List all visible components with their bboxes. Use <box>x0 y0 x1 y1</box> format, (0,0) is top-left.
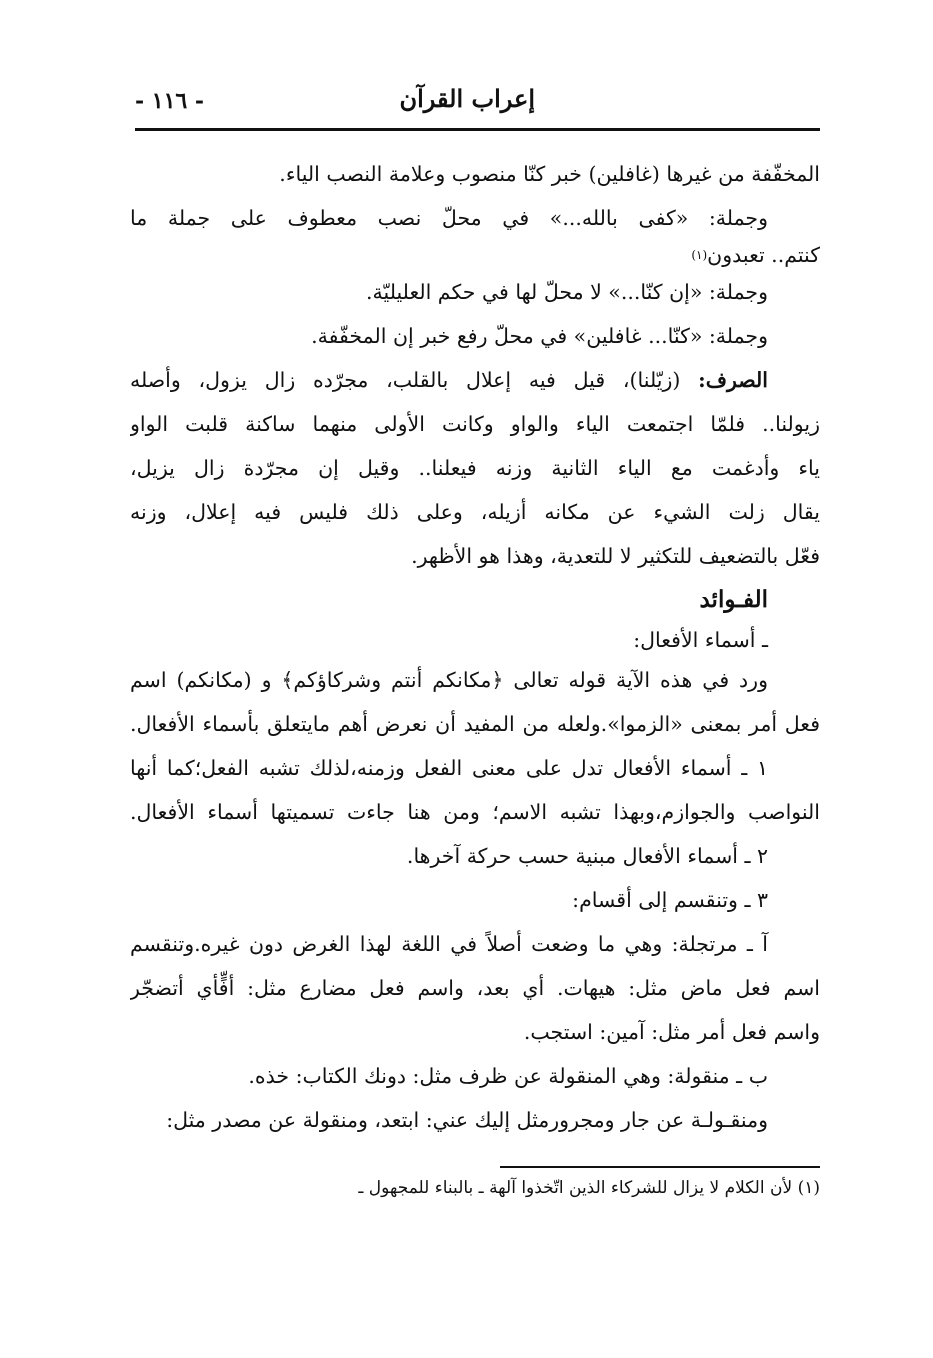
page-number: - ١١٦ - <box>135 88 205 114</box>
paragraph-line: ورد في هذه الآية قوله تعالى ﴿مكانكم أنتم وشركاؤكم﴾ و (مكانكم) اسم <box>130 668 768 692</box>
header-rule <box>135 128 820 131</box>
paragraph-line: ٣ ـ وتنقسم إلى أقسام: <box>572 888 768 912</box>
subsection-heading: ـ أسماء الأفعال: <box>633 628 768 652</box>
paragraph-text: كنتم.. تعبدون <box>707 243 820 267</box>
paragraph-line: النواصب والجوازم،وبهذا تشبه الاسم؛ ومن هنا جاءت تسميتها أسماء الأفعال. <box>130 800 820 824</box>
paragraph-line <box>130 358 820 402</box>
footnote: (١) لأن الكلام لا يزال للشركاء الذين اتّخذوا آلهة ـ بالبناء للمجهول ـ <box>358 1178 820 1198</box>
paragraph-text: وجملة: «كفى بالله...» في محلّ نصب معطوف على جملة ما <box>130 206 768 230</box>
paragraph-line: ٢ ـ أسماء الأفعال مبنية حسب حركة آخرها. <box>406 844 768 868</box>
paragraph-line: ومنقـولـة عن جار ومجرورمثل إليك عني: ابتعد، ومنقولة عن مصدر مثل: <box>166 1108 768 1132</box>
paragraph-line: يقال زلت الشيء عن مكانه أزيله، وعلى ذلك فليس فيه إعلال، وزنه <box>130 500 820 524</box>
paragraph-line: المخفّفة من غيرها (غافلين) خبر كنّا منصوب وعلامة النصب الياء. <box>279 162 820 186</box>
paragraph-line: فعل أمر بمعنى «الزموا».ولعله من المفيد أن نعرض أهم مايتعلق بأسماء الأفعال. <box>130 712 820 736</box>
paragraph-line: زيولنا.. فلمّا اجتمعت الياء والواو وكانت الأولى منهما ساكنة قلبت الواو <box>130 412 820 436</box>
paragraph-line: ب ـ منقولة: وهي المنقولة عن ظرف مثل: دونك الكتاب: خذه. <box>248 1064 768 1088</box>
paragraph-line: آ ـ مرتجلة: وهي ما وضعت أصلاً في اللغة لهذا الغرض دون غيره.وتنقسم <box>130 932 768 956</box>
paragraph-line: فعّل بالتضعيف للتكثير لا للتعدية، وهذا هو الأظهر. <box>411 544 820 568</box>
footnote-rule <box>500 1166 820 1168</box>
paragraph-line: اسم فعل ماض مثل: هيهات. أي بعد، واسم فعل مضارع مثل: أفٍّأي أتضجّر <box>130 976 820 1000</box>
paragraph-line: ياء وأدغمت مع الياء الثانية وزنه فيعلنا.. وقيل إن مجرّدة زال يزيل، <box>130 456 820 480</box>
paragraph-line: ١ ـ أسماء الأفعال تدل على معنى الفعل وزمنه،لذلك تشبه الفعل؛كما أنها <box>130 756 768 780</box>
sarf-label: الصرف: <box>698 368 768 392</box>
paragraph-line <box>130 240 820 270</box>
paragraph-line: واسم فعل أمر مثل: آمين: استجب. <box>523 1020 820 1044</box>
paragraph-text: (زيّلنا)، قيل فيه إعلال بالقلب، مجرّده زال يزول، وأصله <box>130 368 681 392</box>
paragraph-line: وجملة: «كنّا... غافلين» في محلّ رفع خبر إن المخفّفة. <box>311 324 768 348</box>
footnote-reference: (١) <box>691 248 708 262</box>
book-title: إعراب القرآن <box>399 84 535 113</box>
paragraph-line: وجملة: «إن كنّا...» لا محلّ لها في حكم العليليّة. <box>366 280 768 304</box>
paragraph-line <box>130 196 820 240</box>
main-text <box>130 152 820 1142</box>
section-heading: الفـوائد <box>699 586 768 613</box>
page-header <box>135 80 820 120</box>
